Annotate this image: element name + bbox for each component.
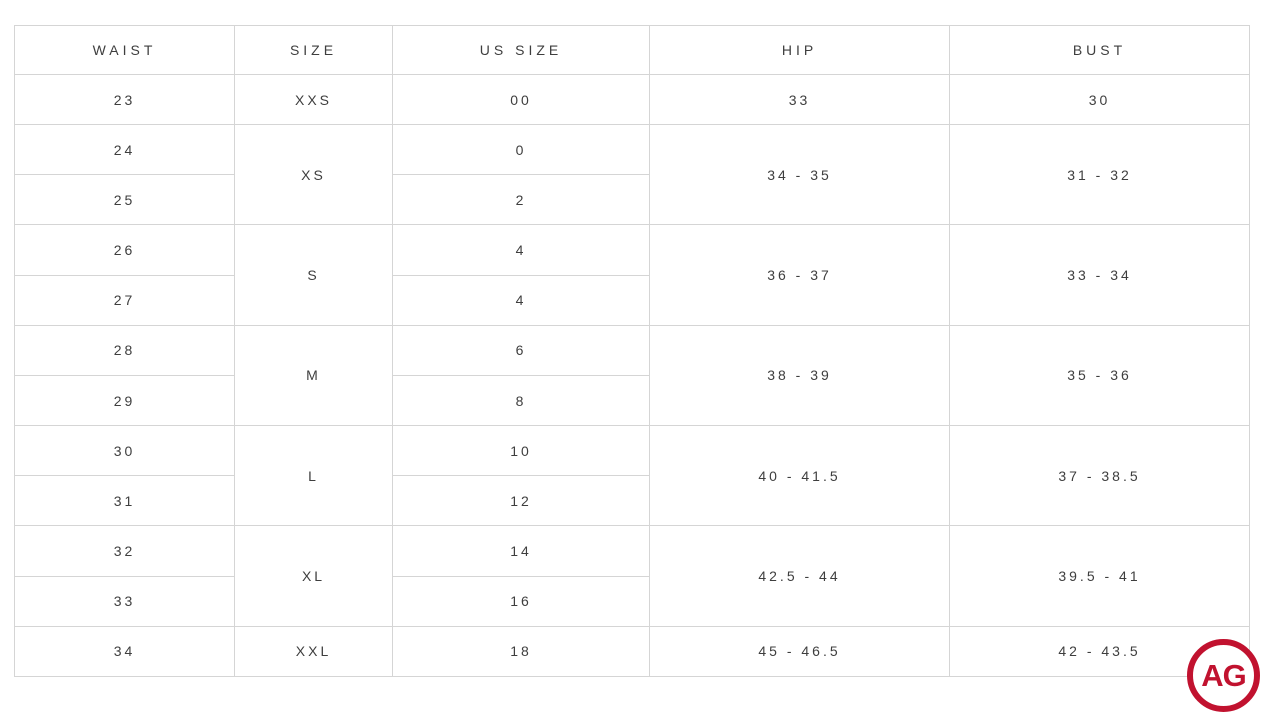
- us-size-cell: 16: [393, 576, 650, 626]
- size-cell: L: [235, 426, 393, 526]
- waist-cell: 29: [15, 375, 235, 425]
- hip-cell: 38 - 39: [650, 325, 950, 425]
- bust-cell: 35 - 36: [950, 325, 1250, 425]
- us-size-cell: 6: [393, 325, 650, 375]
- us-size-column-header: US SIZE: [393, 26, 650, 75]
- us-size-cell: 12: [393, 476, 650, 526]
- us-size-cell: 00: [393, 75, 650, 125]
- waist-cell: 33: [15, 576, 235, 626]
- table-row: [15, 626, 1250, 676]
- table-row: [15, 426, 1250, 476]
- size-cell: XS: [235, 125, 393, 225]
- us-size-cell: 4: [393, 275, 650, 325]
- table-row: [15, 325, 1250, 375]
- bust-cell: 39.5 - 41: [950, 526, 1250, 626]
- waist-cell: 30: [15, 426, 235, 476]
- hip-cell: 34 - 35: [650, 125, 950, 225]
- bust-cell: 33 - 34: [950, 225, 1250, 325]
- bust-cell: 42 - 43.5: [950, 626, 1250, 676]
- waist-cell: 32: [15, 526, 235, 576]
- size-cell: XXS: [235, 75, 393, 125]
- waist-cell: 27: [15, 275, 235, 325]
- waist-cell: 31: [15, 476, 235, 526]
- bust-cell: 30: [950, 75, 1250, 125]
- waist-cell: 24: [15, 125, 235, 175]
- size-cell: XXL: [235, 626, 393, 676]
- us-size-cell: 2: [393, 175, 650, 225]
- table-row: [15, 526, 1250, 576]
- bust-cell: 31 - 32: [950, 125, 1250, 225]
- size-chart-table: [14, 25, 1250, 677]
- header-row: [15, 26, 1250, 75]
- hip-cell: 40 - 41.5: [650, 426, 950, 526]
- size-cell: S: [235, 225, 393, 325]
- bust-column-header: BUST: [950, 26, 1250, 75]
- hip-cell: 36 - 37: [650, 225, 950, 325]
- hip-cell: 42.5 - 44: [650, 526, 950, 626]
- us-size-cell: 10: [393, 426, 650, 476]
- hip-column-header: HIP: [650, 26, 950, 75]
- waist-cell: 25: [15, 175, 235, 225]
- us-size-cell: 8: [393, 375, 650, 425]
- table-row: [15, 75, 1250, 125]
- waist-cell: 23: [15, 75, 235, 125]
- us-size-cell: 4: [393, 225, 650, 275]
- hip-cell: 45 - 46.5: [650, 626, 950, 676]
- waist-cell: 34: [15, 626, 235, 676]
- size-cell: XL: [235, 526, 393, 626]
- us-size-cell: 14: [393, 526, 650, 576]
- waist-column-header: WAIST: [15, 26, 235, 75]
- table-row: [15, 225, 1250, 275]
- size-column-header: SIZE: [235, 26, 393, 75]
- size-cell: M: [235, 325, 393, 425]
- ag-brand-logo: [1187, 639, 1260, 712]
- hip-cell: 33: [650, 75, 950, 125]
- waist-cell: 28: [15, 325, 235, 375]
- waist-cell: 26: [15, 225, 235, 275]
- us-size-cell: 0: [393, 125, 650, 175]
- bust-cell: 37 - 38.5: [950, 426, 1250, 526]
- us-size-cell: 18: [393, 626, 650, 676]
- ag-logo-text: AG: [1201, 657, 1246, 693]
- table-row: [15, 125, 1250, 175]
